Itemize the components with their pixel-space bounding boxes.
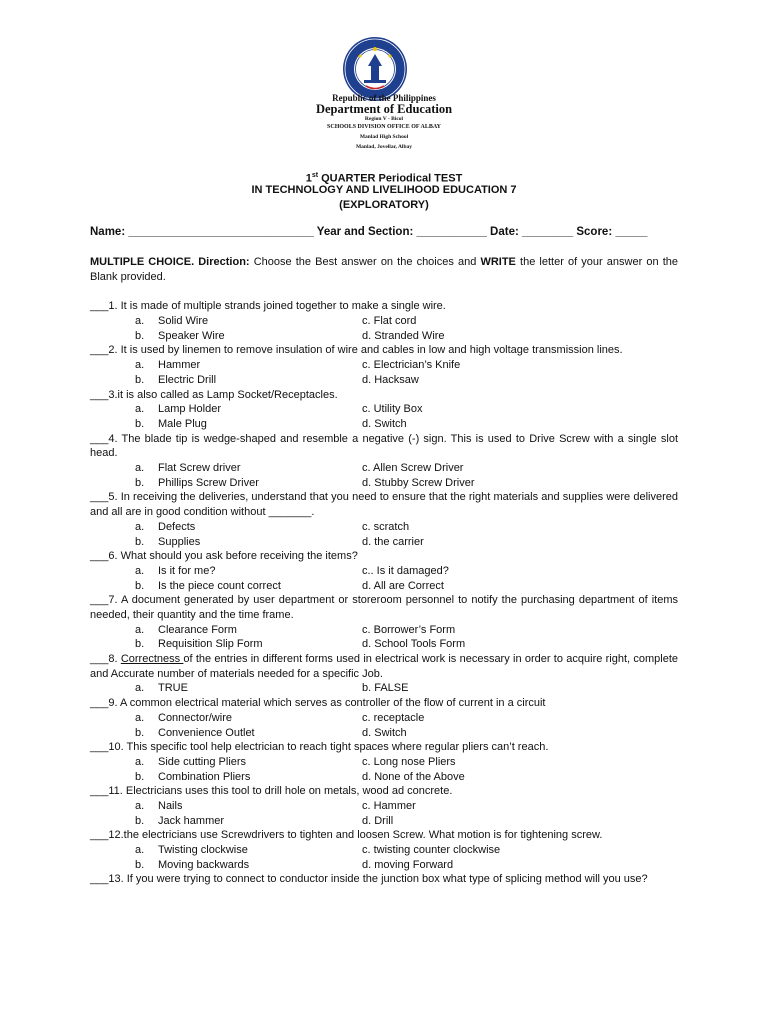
option-row: [90, 858, 678, 873]
choice-option: d. Stranded Wire: [362, 329, 445, 342]
choice-option: [135, 726, 255, 741]
choice-option: [135, 755, 246, 770]
question-2: ___2. It is used by linemen to remove insulation of wire and cables in low and high voltage transmission lines.: [90, 344, 623, 357]
choice-option: [135, 637, 263, 652]
choice-option: d. Hacksaw: [362, 373, 419, 386]
exam-subject: IN TECHNOLOGY AND LIVELIHOOD EDUCATION 7: [251, 184, 517, 196]
choice-option: c. scratch: [362, 520, 410, 533]
question-3: ___3.it is also called as Lamp Socket/Receptacles.: [90, 388, 338, 401]
choice-option: d. Stubby Screw Driver: [362, 476, 475, 489]
choice-option: c. Electrician’s Knife: [362, 359, 461, 372]
option-row: [90, 417, 678, 432]
option-row: [90, 535, 678, 550]
choice-text: Defects: [158, 520, 196, 533]
question-10: ___10. This specific tool help electrician to reach tight spaces where regular pliers can’t reach.: [90, 741, 549, 754]
choice-letter: b.: [135, 726, 145, 739]
choice-letter: b.: [135, 535, 145, 548]
choice-text: Is it for me?: [158, 564, 216, 577]
choice-option: c. Hammer: [362, 800, 416, 813]
choice-option: [135, 402, 221, 417]
choice-text: Speaker Wire: [158, 329, 225, 342]
directions: [90, 255, 678, 284]
question-8: [90, 652, 678, 681]
choice-text: Is the piece count correct: [158, 579, 281, 592]
choice-text: Supplies: [158, 535, 201, 548]
choice-option: d. All are Correct: [362, 579, 444, 592]
option-row: [90, 564, 678, 579]
choice-letter: b.: [135, 417, 145, 430]
question-11: ___11. Electricians uses this tool to drill hole on metals, wood ad concrete.: [90, 785, 453, 798]
choice-letter: b.: [135, 373, 145, 386]
student-info-line: Name: _____________________________ Year and Section: ___________ Date: ________ Score: _____: [90, 226, 648, 238]
choice-letter: b.: [135, 476, 145, 489]
choice-option: [135, 843, 248, 858]
option-row: [90, 329, 678, 344]
choice-text: Connector/wire: [158, 711, 232, 724]
choice-text: Moving backwards: [158, 858, 250, 871]
choice-letter: b.: [135, 814, 145, 827]
choice-option: [135, 358, 200, 373]
directions-text: Choose the Best answer on the choices and: [249, 256, 481, 268]
option-row: [90, 402, 678, 417]
choice-option: [135, 417, 207, 432]
choice-text: Nails: [158, 800, 183, 813]
department-heading: Department of Education: [315, 102, 453, 116]
question-9: ___9. A common electrical material which serves as controller of the flow of current in a circuit: [90, 697, 546, 710]
choice-option: [135, 373, 216, 388]
option-row: [90, 579, 678, 594]
question-12: ___12.the electricians use Screwdrivers to tighten and loosen Screw. What motion is for tightening screw.: [90, 829, 603, 842]
choice-text: Clearance Form: [158, 623, 237, 636]
choice-option: d. Switch: [362, 726, 407, 739]
choice-option: d. Switch: [362, 417, 407, 430]
choice-letter: a.: [135, 623, 145, 636]
option-row: [90, 755, 678, 770]
option-row: [90, 520, 678, 535]
choice-text: Hammer: [158, 359, 201, 372]
question-underlined-term: Correctness: [120, 653, 184, 666]
option-row: [90, 373, 678, 388]
choice-text: Convenience Outlet: [158, 726, 255, 739]
choice-option: d. the carrier: [362, 535, 424, 548]
exam-body: [90, 255, 678, 887]
division-heading: SCHOOLS DIVISION OFFICE OF ALBAY: [327, 124, 441, 130]
choice-option: [135, 314, 208, 329]
choice-letter: a.: [135, 844, 145, 857]
choice-option: c.. Is it damaged?: [362, 564, 449, 577]
choice-option: [135, 564, 215, 579]
option-row: [90, 461, 678, 476]
choice-option: [135, 711, 232, 726]
choice-option: c. twisting counter clockwise: [362, 844, 501, 857]
choice-option: c. Allen Screw Driver: [362, 462, 464, 475]
question-6: ___6. What should you ask before receiving the items?: [90, 550, 358, 563]
choice-option: [135, 623, 237, 638]
choice-text: Phillips Screw Driver: [158, 476, 259, 489]
question-4: ___4. The blade tip is wedge-shaped and resemble a negative (-) sign. This is used to Drive Screw with a single slot head.: [90, 432, 678, 460]
choice-letter: b.: [135, 579, 145, 592]
choice-option: [135, 770, 250, 785]
choice-option: d. moving Forward: [362, 858, 454, 871]
region-heading: Region V - Bicol: [364, 116, 404, 122]
choice-text: TRUE: [158, 682, 188, 695]
directions-heading: MULTIPLE CHOICE. Direction:: [90, 256, 250, 268]
directions-text-end: the letter of your answer on the Blank provided.: [90, 256, 678, 283]
choice-letter: a.: [135, 755, 145, 768]
choice-letter: a.: [135, 462, 145, 475]
option-row: [90, 637, 678, 652]
choice-text: Twisting clockwise: [158, 844, 248, 857]
choice-option: c. Long nose Pliers: [362, 755, 456, 768]
choice-option: d. None of the Above: [362, 770, 465, 783]
school-heading: Manlad High School: [359, 134, 409, 140]
choice-option: [135, 520, 195, 535]
question-1: ___1. It is made of multiple strands joined together to make a single wire.: [90, 300, 446, 313]
choice-option: d. Drill: [362, 814, 394, 827]
title-ordinal-sup: st: [311, 172, 319, 179]
question-13: ___13. If you were trying to connect to conductor inside the junction box what type of splicing method will you use?: [90, 873, 648, 886]
choice-letter: a.: [135, 520, 145, 533]
option-row: [90, 726, 678, 741]
choice-option: [135, 461, 241, 476]
question-5: ___5. In receiving the deliveries, understand that you need to ensure that the right materials and supplies were delivered and all are in good condition without _______.: [90, 491, 678, 519]
choice-text: Side cutting Pliers: [158, 755, 247, 768]
option-row: [90, 814, 678, 829]
choice-letter: a.: [135, 359, 145, 372]
choice-option: [135, 579, 281, 594]
choice-option: [135, 858, 249, 873]
option-row: [90, 623, 678, 638]
choice-text: Jack hammer: [158, 814, 225, 827]
choice-text: Male Plug: [158, 417, 207, 430]
option-row: [90, 770, 678, 785]
exam-category: (EXPLORATORY): [339, 199, 429, 211]
choice-option: [135, 681, 188, 696]
choice-letter: a.: [135, 711, 145, 724]
choice-letter: b.: [135, 638, 145, 651]
choice-option: [135, 476, 259, 491]
choice-option: [135, 329, 225, 344]
option-row: [90, 681, 678, 696]
choice-text: Flat Screw driver: [158, 462, 241, 475]
option-row: [90, 799, 678, 814]
address-heading: Manlad, Jovellar, Albay: [355, 144, 413, 150]
republic-heading: Republic of the Philippines: [332, 93, 436, 103]
question-text: of the entries in different forms used in electrical work is necessary in order to acquire right, complete and Accurate number of materials needed for a specific Job.: [90, 653, 678, 680]
choice-letter: b.: [135, 329, 145, 342]
choice-option: c. Utility Box: [362, 403, 423, 416]
choice-option: c. Flat cord: [362, 315, 417, 328]
choice-option: d. School Tools Form: [362, 638, 466, 651]
choice-letter: b.: [135, 858, 145, 871]
option-row: [90, 314, 678, 329]
option-row: [90, 711, 678, 726]
choice-option: [135, 799, 182, 814]
choice-text: Combination Pliers: [158, 770, 251, 783]
choice-text: Lamp Holder: [158, 403, 221, 416]
choice-letter: b.: [135, 770, 145, 783]
question-list: [90, 299, 678, 887]
title-ordinal: 1: [305, 172, 312, 185]
question-text: ___8.: [90, 653, 121, 666]
choice-letter: a.: [135, 564, 145, 577]
choice-letter: a.: [135, 800, 145, 813]
choice-option: [135, 535, 200, 550]
option-row: [90, 843, 678, 858]
choice-text: Requisition Slip Form: [158, 638, 263, 651]
choice-text: Solid Wire: [158, 315, 209, 328]
option-row: [90, 476, 678, 491]
choice-letter: a.: [135, 403, 145, 416]
choice-option: [135, 814, 224, 829]
option-row: [90, 358, 678, 373]
choice-text: Electric Drill: [158, 373, 217, 386]
choice-letter: a.: [135, 315, 145, 328]
choice-option: c. receptacle: [362, 711, 425, 724]
question-7: ___7. A document generated by user department or storeroom personnel to notify the purchasing department of items needed, their quantity and the time frame.: [90, 594, 678, 621]
title-line1: QUARTER Periodical TEST: [318, 172, 463, 185]
choice-option: b. FALSE: [362, 682, 409, 695]
directions-emphasis: WRITE: [480, 256, 516, 268]
choice-letter: a.: [135, 682, 145, 695]
choice-option: c. Borrower’s Form: [362, 623, 456, 636]
